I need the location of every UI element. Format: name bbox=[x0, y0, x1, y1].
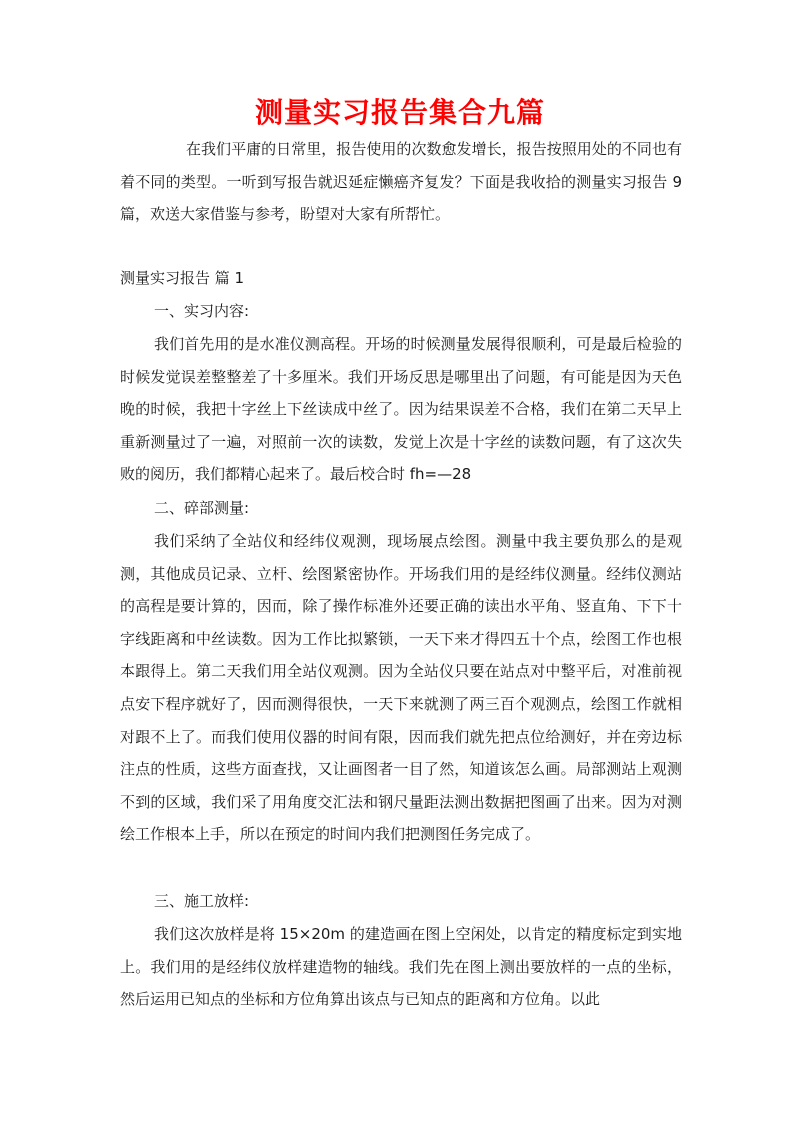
section-paragraph-1: 我们首先用的是水准仪测高程。开场的时候测量发展得很顺利，可是最后检验的时候发觉误差整整差了十多厘米。我们开场反思是哪里出了问题，有可能是因为天色晚的时候，我把十字丝上下丝读成中丝了。因为结果误差不合格，我们在第二天早上重新测量过了一遍，对照前一次的读数，发觉上次是十字丝的读数问题，有了这次失败的阅历，我们都精心起来了。最后校合时 fh=—28 bbox=[120, 335, 682, 484]
section-title: 测量实习报告 篇 1 bbox=[120, 269, 245, 287]
intro-paragraph: 在我们平庸的日常里，报告使用的次数愈发增长，报告按照用处的不同也有着不同的类型。一听到写报告就迟延症懒癌齐复发？下面是我收拾的测量实习报告 9 篇，欢送大家借鉴与参考，盼望对大家有所帮忙。 bbox=[120, 140, 682, 223]
section-heading-2: 二、碎部测量: bbox=[154, 499, 250, 517]
section-heading-3: 三、施工放样: bbox=[154, 892, 250, 910]
section-paragraph-3: 我们这次放样是将 15×20m 的建造画在图上空闲处，以肯定的精度标定到实地上。我们用的是经纬仪放样建造物的轴线。我们先在图上测出要放样的一点的坐标，然后运用已知点的坐标和方位角算出该点与已知点的距离和方位角。以此 bbox=[120, 925, 682, 1009]
section-paragraph-2: 我们采纳了全站仪和经纬仪观测，现场展点绘图。测量中我主要负那么的是观测，其他成员记录、立杆、绘图紧密协作。开场我们用的是经纬仪测量。经纬仪测站的高程是要计算的，因而，除了操作标准外还要正确的读出水平角、竖直角、下下十字线距离和中丝读数。因为工作比拟繁锁，一天下来才得四五十个点，绘图工作也根本跟得上。第二天我们用全站仪观测。因为全站仪只要在站点对中整平后，对准前视点安下程序就好了，因而测得很快，一天下来就测了两三百个观测点，绘图工作就相对跟不上了。而我们使用仪器的时间有限，因而我们就先把点位给测好，并在旁边标注点的性质，这些方面查找，又让画图者一目了然，知道该怎么画。局部测站上观测不到的区域，我们采了用角度交汇法和钢尺量距法测出数据把图画了出来。因为对测绘工作根本上手，所以在预定的时间内我们把测图任务完成了。 bbox=[120, 532, 682, 844]
section-heading-1: 一、实习内容: bbox=[154, 302, 250, 320]
document-title: 测量实习报告集合九篇 bbox=[254, 96, 545, 129]
